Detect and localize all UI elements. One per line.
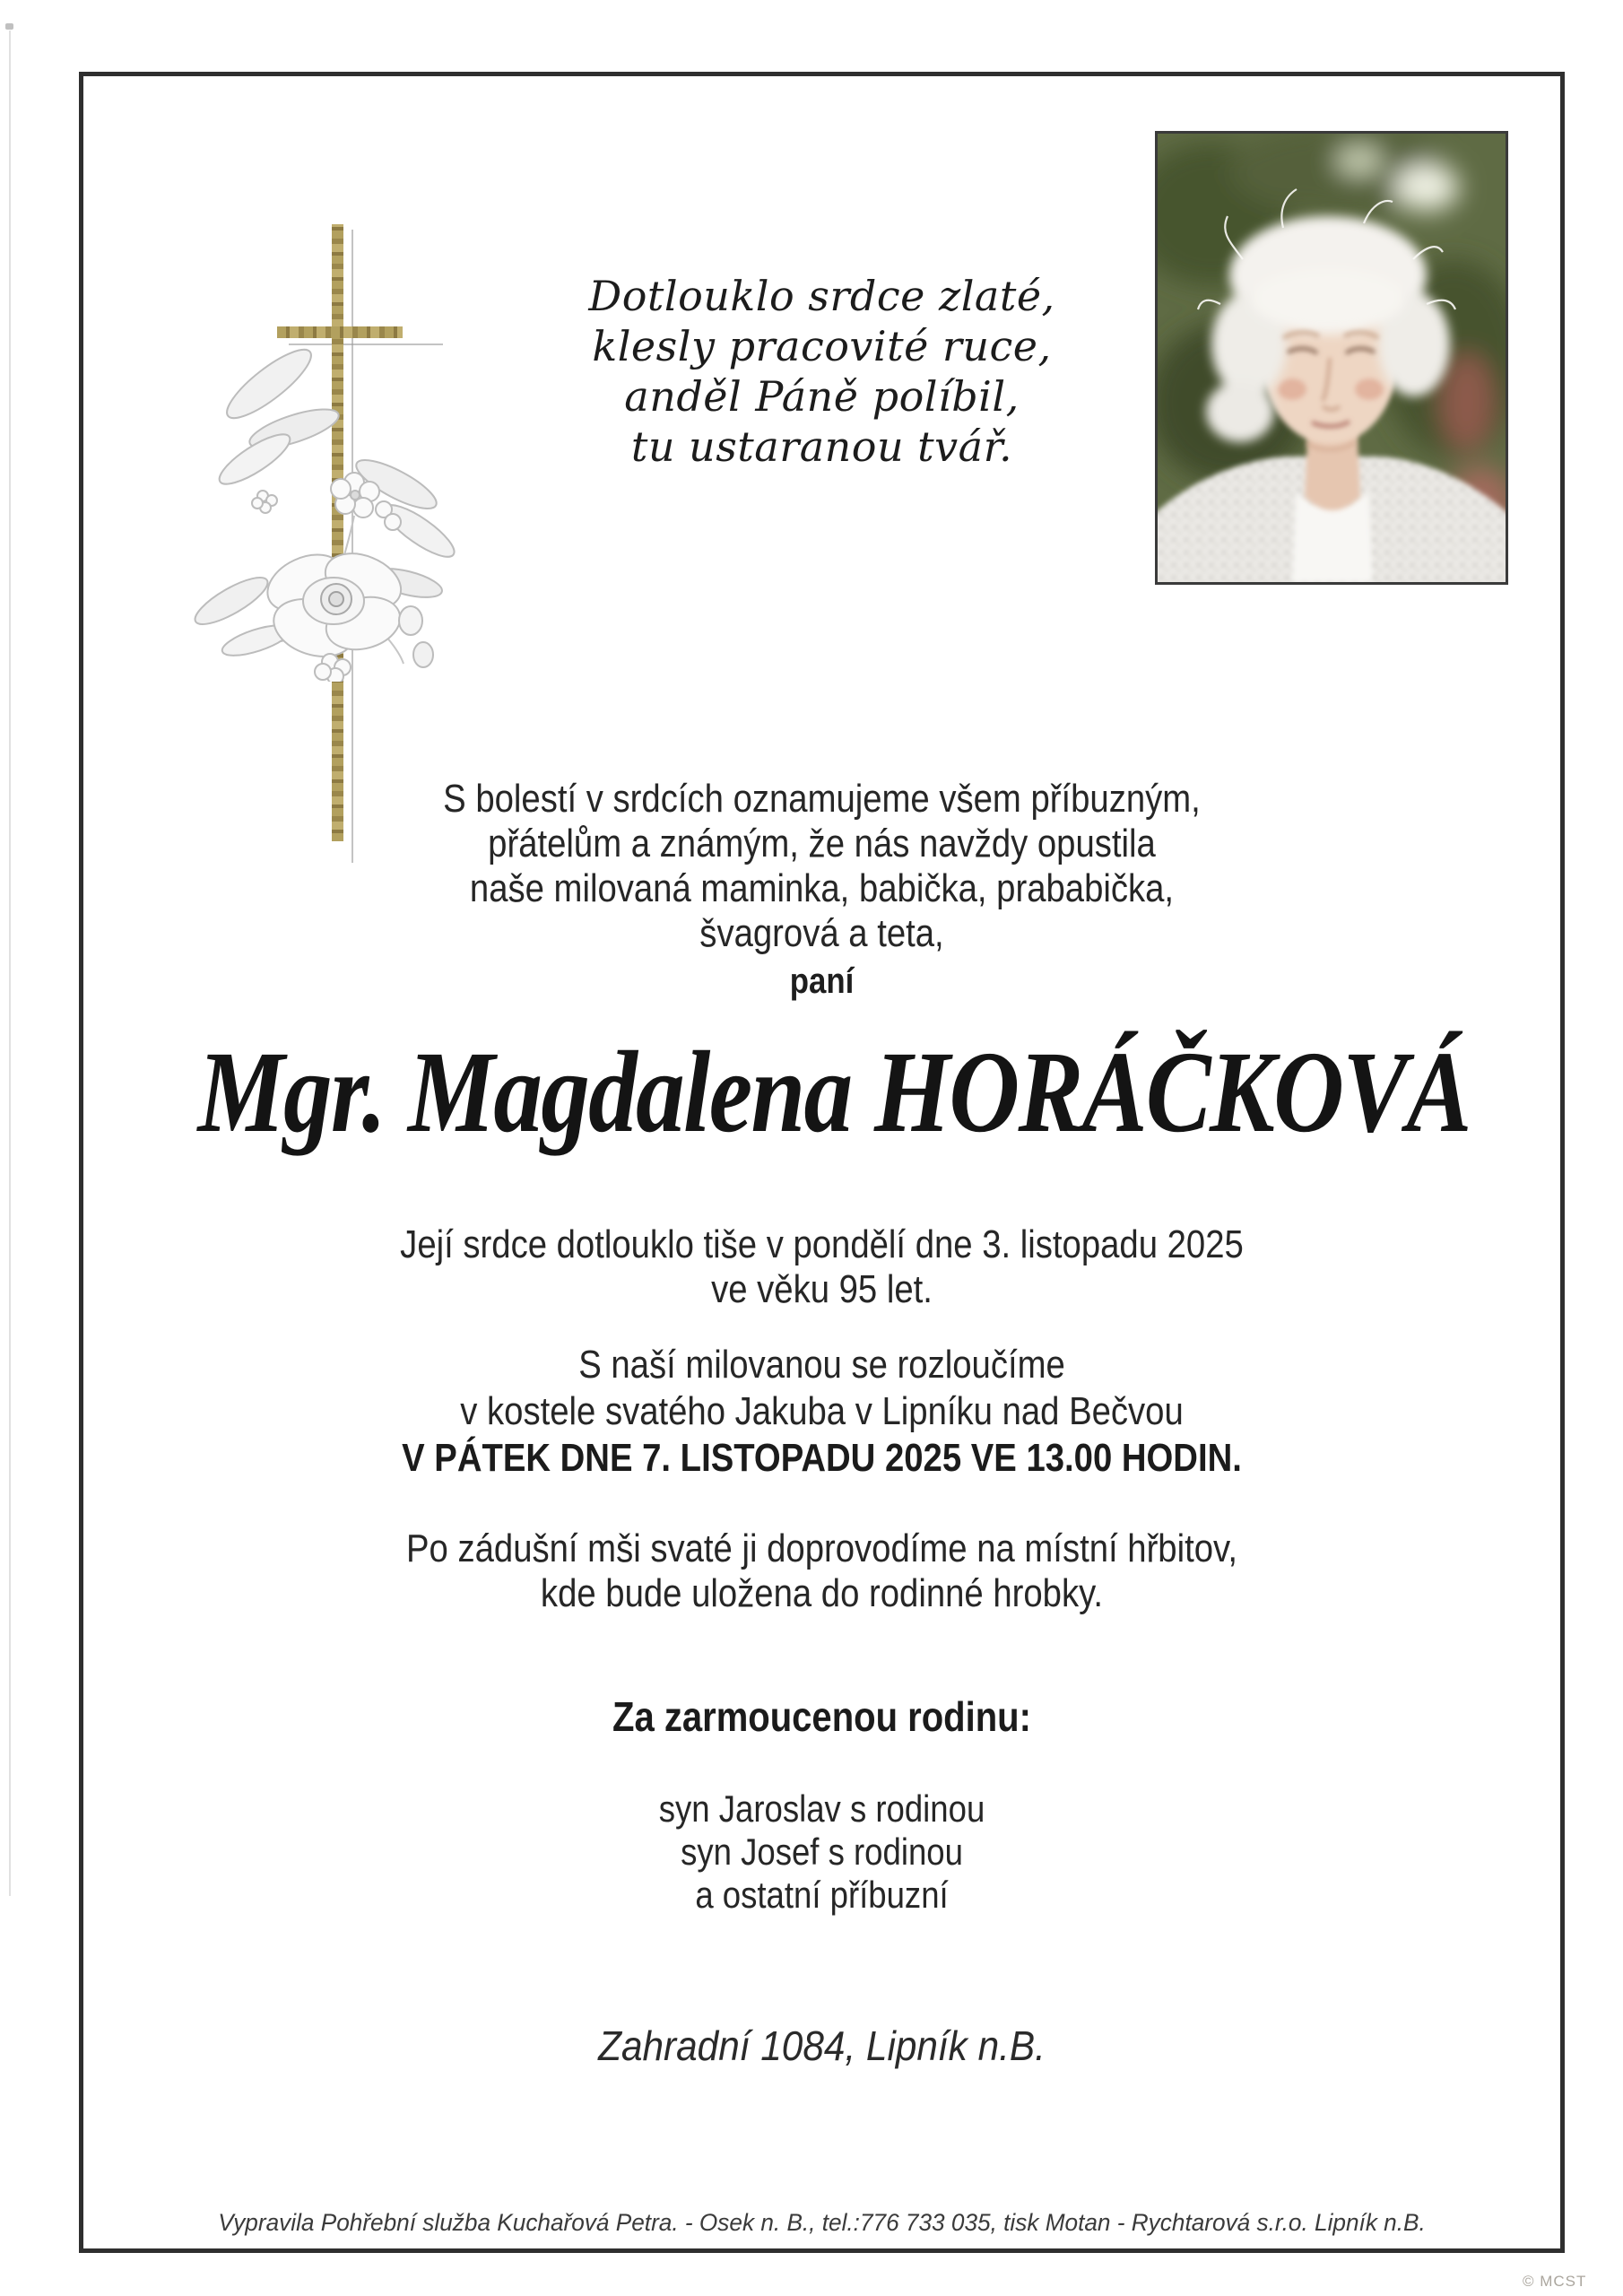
burial-info (176, 1526, 1469, 1616)
family-member-line: syn Jaroslav s rodinou (658, 1787, 985, 1830)
announcement-line: S bolestí v srdcích oznamujeme všem příbuzným, (443, 777, 1201, 821)
farewell-info (176, 1342, 1469, 1482)
death-info-line: Její srdce dotlouklo tiše v pondělí dne 3. listopadu 2025 (400, 1222, 1244, 1266)
burial-line: kde bude uložena do rodinné hrobky. (540, 1571, 1104, 1615)
burial-line: Po zádušní mši svaté ji doprovodíme na místní hřbitov, (406, 1526, 1237, 1570)
family-members (176, 1787, 1469, 1917)
announcement-line: přátelům a známým, že nás navždy opustila (488, 822, 1156, 865)
family-heading: Za zarmoucenou rodinu: (612, 1693, 1031, 1740)
scan-edge-line (9, 30, 11, 1896)
address-line: Zahradní 1084, Lipník n.B. (598, 2022, 1046, 2069)
deceased-name: Mgr. Magdalena HORÁČKOVÁ (197, 1028, 1471, 1157)
death-info (176, 1222, 1469, 1312)
funeral-date-line: V PÁTEK DNE 7. LISTOPADU 2025 VE 13.00 HODIN. (402, 1436, 1242, 1480)
announcement-line: švagrová a teta, (699, 911, 944, 955)
death-info-line: ve věku 95 let. (711, 1267, 933, 1311)
footer-publisher-line: Vypravila Pohřební služba Kuchařová Petra. - Osek n. B., tel.:776 733 035, tisk Motan - Rychtarová s.r.o. Lipník n.B. (218, 2209, 1426, 2236)
rose (258, 544, 409, 666)
verse-line: anděl Páně políbil, (624, 372, 1020, 421)
announcement-paragraph (176, 777, 1469, 956)
verse-line: Dotlouklo srdce zlaté, (588, 272, 1055, 320)
verse-line: klesly pracovité ruce, (592, 322, 1052, 370)
scan-artifact (5, 23, 13, 30)
farewell-line: S naší milovanou se rozloučíme (578, 1343, 1065, 1387)
copyright-watermark: © MCST (1523, 2273, 1587, 2290)
announcement-line: naše milovaná maminka, babička, prababička, (469, 866, 1175, 910)
family-member-line: a ostatní příbuzní (695, 1874, 949, 1916)
family-member-line: syn Josef s rodinou (681, 1831, 963, 1873)
honorific: paní (789, 961, 855, 1001)
memorial-verse (79, 271, 1565, 472)
verse-line: tu ustaranou tvář. (630, 422, 1013, 471)
farewell-line: v kostele svatého Jakuba v Lipníku nad Bečvou (460, 1389, 1184, 1433)
